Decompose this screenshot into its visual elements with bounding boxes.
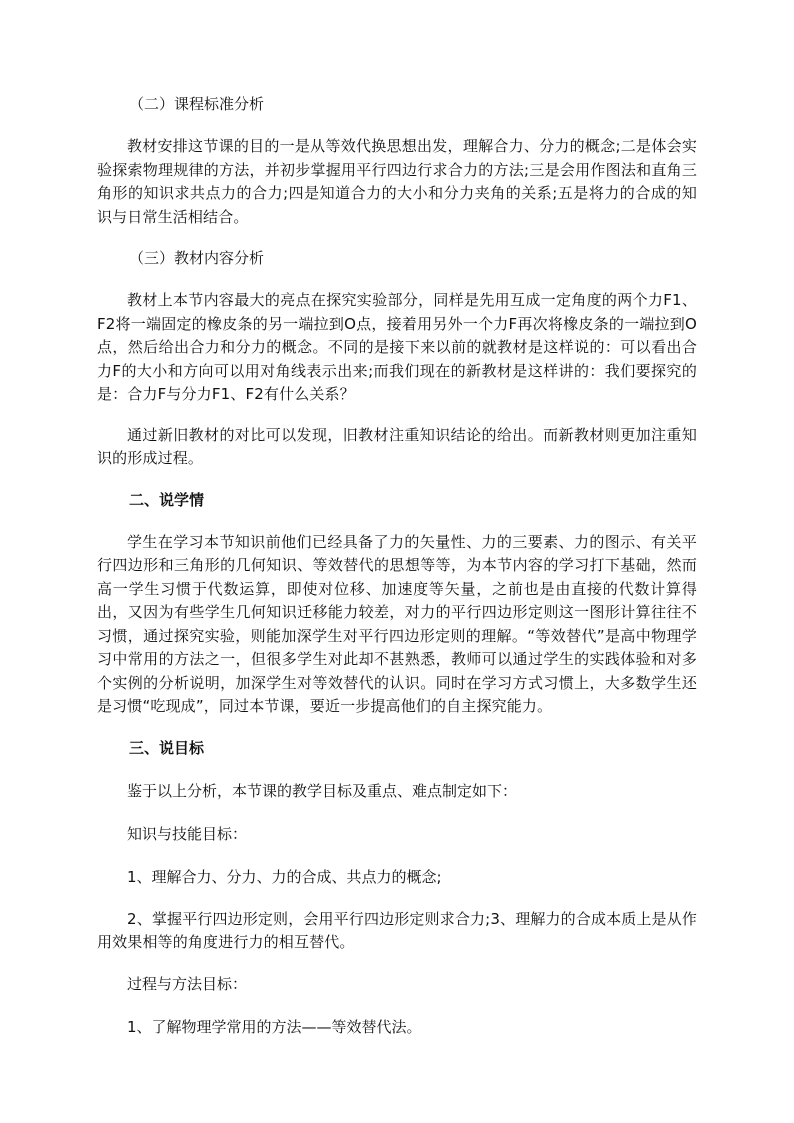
- heading-goals: 三、说目标: [129, 738, 205, 757]
- knowledge-goal-items-2-3: 2、掌握平行四边形定则，会用平行四边形定则求合力;3、理解力的合成本质上是从作用效果相等的角度进行力的相互替代。: [97, 909, 697, 951]
- paragraph-content-analysis-1: 教材上本节内容最大的亮点在探究实验部分，同样是先用互成一定角度的两个力F1、F2将一端固定的橡皮条的另一端拉到O点，接着用另外一个力F再次将橡皮条的一端拉到O点，然后给出合力和分力的概念。不同的是接下来以前的就教材是这样说的：可以看出合力F的大小和方向可以用对角线表示出来;而我们现在的新教材是这样讲的：我们要探究的是：合力F与分力F1、F2有什么关系？: [97, 291, 697, 403]
- document-body: [97, 92, 697, 1058]
- paragraph-course-standard: 教材安排这节课的目的一是从等效代换思想出发，理解合力、分力的概念;二是体会实验探索物理规律的方法，并初步掌握用平行四边行求合力的方法;三是会用作图法和直角三角形的知识求共点力的合力;四是知道合力的大小和分力夹角的关系;五是将力的合成的知识与日常生活相结合。: [97, 137, 697, 226]
- knowledge-goal-item-1: 1、理解合力、分力、力的合成、共点力的概念;: [127, 867, 442, 886]
- process-goals-label: 过程与方法目标：: [127, 974, 248, 993]
- goals-intro: 鉴于以上分析，本节课的教学目标及重点、难点制定如下：: [127, 781, 518, 800]
- paragraph-student-analysis: 学生在学习本节知识前他们已经具备了力的矢量性、力的三要素、力的图示、有关平行四边形和三角形的几何知识、等效替代的思想等等，为本节内容的学习打下基础，然而高一学生习惯于代数运算，即使对位移、加速度等矢量，之前也是由直接的代数计算得出，又因为有些学生几何知识迁移能力较差，对力的平行四边形定则这一图形计算往往不习惯，通过探究实验，则能加深学生对平行四边形定则的理解。“等效替代”是高中物理学习中常用的方法之一，但很多学生对此却不甚熟悉，教师可以通过学生的实践体验和对多个实例的分析说明，加深学生对等效替代的认识。同时在学习方式习惯上，大多数学生还是习惯“吃现成”，同过本节课，要近一步提高他们的自主探究能力。: [97, 532, 697, 715]
- paragraph-content-analysis-2: 通过新旧教材的对比可以发现，旧教材注重知识结论的给出。而新教材则更加注重知识的形成过程。: [97, 425, 697, 467]
- heading-course-standard-analysis: （二）课程标准分析: [129, 95, 265, 113]
- heading-content-analysis: （三）教材内容分析: [129, 249, 265, 267]
- knowledge-goals-label: 知识与技能目标：: [127, 824, 248, 843]
- heading-student-analysis: 二、说学情: [129, 490, 205, 509]
- process-goal-item-1: 1、了解物理学常用的方法——等效替代法。: [127, 1017, 422, 1036]
